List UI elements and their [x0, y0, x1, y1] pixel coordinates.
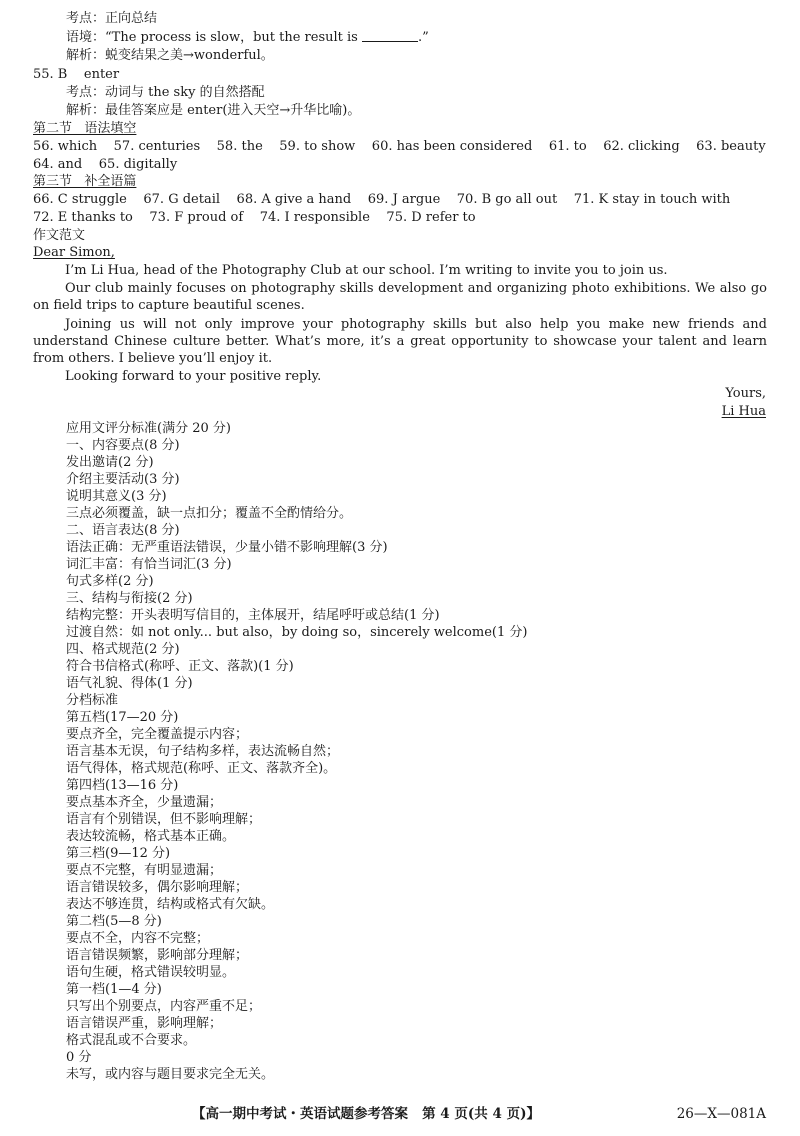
context-text: 语境：“The process is slow，but the result is: [66, 30, 362, 45]
scoring-line: 表达较流畅，格式基本正确。: [66, 829, 236, 844]
scoring-line: 第三档(9—12 分): [66, 846, 171, 861]
scoring-line: 词汇丰富：有恰当词汇(3 分): [66, 557, 232, 572]
scoring-line: 语法正确：无严重语法错误，少量小错不影响理解(3 分): [66, 540, 388, 555]
scoring-line: 未写，或内容与题目要求完全无关。: [66, 1067, 275, 1082]
cloze-answers-row-1: 66. C struggle 67. G detail 68. A give a hand 69. J argue 70. B go all out 71. K stay in touch with: [33, 192, 731, 207]
scoring-line: 发出邀请(2 分): [66, 455, 154, 470]
question-55-answer: 55. B enter: [33, 67, 120, 82]
essay-salutation: Dear Simon,: [33, 245, 115, 260]
scoring-line: 语言有个别错误，但不影响理解；: [66, 812, 262, 827]
scoring-line: 表达不够连贯，结构或格式有欠缺。: [66, 897, 275, 912]
analysis-line: 解析：蜕变结果之美→wonderful。: [66, 48, 274, 63]
essay-closing: Yours,: [725, 386, 766, 401]
cloze-answers-row-2: 72. E thanks to 73. F proud of 74. I responsible 75. D refer to: [33, 210, 476, 225]
scoring-line: 要点不完整，有明显遗漏；: [66, 863, 223, 878]
answer-blank: [362, 29, 418, 42]
scoring-line: 过渡自然：如 not only... but also，by doing so，sincerely welcome(1 分): [66, 625, 528, 640]
scoring-line: 三点必须覆盖，缺一点扣分；覆盖不全酌情给分。: [66, 506, 353, 521]
grammar-answers-row-1: 56. which 57. centuries 58. the 59. to show 60. has been considered 61. to 62. clicking 63. beauty: [33, 139, 766, 154]
paper-code: 26—X—081A: [676, 1106, 766, 1122]
scoring-line: 语气得体，格式规范(称呼、正文、落款齐全)。: [66, 761, 337, 776]
scoring-line: 语言错误较多，偶尔影响理解；: [66, 880, 249, 895]
point-line: 考点：动词与 the sky 的自然搭配: [66, 85, 265, 100]
scoring-line: 符合书信格式(称呼、正文、落款)(1 分): [66, 659, 294, 674]
context-line: [66, 29, 429, 46]
point-line: 考点：正向总结: [66, 11, 158, 26]
section-heading-cloze: 第三节 补全语篇: [33, 174, 137, 189]
scoring-line: 只写出个别要点，内容严重不足；: [66, 999, 262, 1014]
scoring-line: 介绍主要活动(3 分): [66, 472, 180, 487]
grammar-answers-row-2: 64. and 65. digitally: [33, 157, 178, 172]
scoring-line: 语句生硬，格式错误较明显。: [66, 965, 236, 980]
scoring-line: 语言基本无误，句子结构多样，表达流畅自然；: [66, 744, 340, 759]
scoring-line: 二、语言表达(8 分): [66, 523, 180, 538]
scoring-line: 语言错误严重，影响理解；: [66, 1016, 223, 1031]
scoring-line: 第四档(13—16 分): [66, 778, 179, 793]
scoring-line: 四、格式规范(2 分): [66, 642, 180, 657]
scoring-line: 要点不全，内容不完整；: [66, 931, 210, 946]
essay-title: 作文范文: [33, 228, 86, 243]
section-heading-grammar: 第二节 语法填空: [33, 121, 137, 136]
scoring-line: 0 分: [66, 1050, 92, 1065]
essay-paragraph: Looking forward to your positive reply.: [65, 369, 322, 384]
scoring-line: 三、结构与衔接(2 分): [66, 591, 193, 606]
scoring-line: 第一档(1—4 分): [66, 982, 162, 997]
context-quote-end: .”: [417, 30, 429, 45]
scoring-line: 结构完整：开头表明写信目的，主体展开，结尾呼吁或总结(1 分): [66, 608, 440, 623]
page-footer-title: 【高一期中考试・英语试题参考答案 第 4 页(共 4 页)】: [192, 1106, 540, 1122]
scoring-line: 分档标准: [66, 693, 119, 708]
scoring-line: 第五档(17—20 分): [66, 710, 179, 725]
scoring-line: 格式混乱或不合要求。: [66, 1033, 197, 1048]
scoring-line: 说明其意义(3 分): [66, 489, 167, 504]
scoring-line: 要点齐全，完全覆盖提示内容；: [66, 727, 249, 742]
essay-paragraph: I’m Li Hua, head of the Photography Club at our school. I’m writing to invite you to join us.: [65, 263, 668, 278]
scoring-line: 语气礼貌、得体(1 分): [66, 676, 193, 691]
essay-paragraph: Our club mainly focuses on photography skills development and organizing photo exhibitions. We also go on field trips to capture beautiful scenes.: [33, 281, 767, 313]
scoring-line: 要点基本齐全，少量遗漏；: [66, 795, 223, 810]
analysis-line: 解析：最佳答案应是 enter(进入天空→升华比喻)。: [66, 103, 361, 118]
scoring-line: 句式多样(2 分): [66, 574, 154, 589]
essay-signature: Li Hua: [721, 404, 766, 419]
scoring-line: 第二档(5—8 分): [66, 914, 162, 929]
scoring-line: 语言错误频繁，影响部分理解；: [66, 948, 249, 963]
essay-paragraph: Joining us will not only improve your photography skills but also help you make new friends and understand Chinese culture better. What’s more, it’s a great opportunity to showcase your talent and learn from others. I believe you’ll enjoy it.: [33, 317, 767, 366]
scoring-line: 一、内容要点(8 分): [66, 438, 180, 453]
scoring-line: 应用文评分标准(满分 20 分): [66, 421, 231, 436]
